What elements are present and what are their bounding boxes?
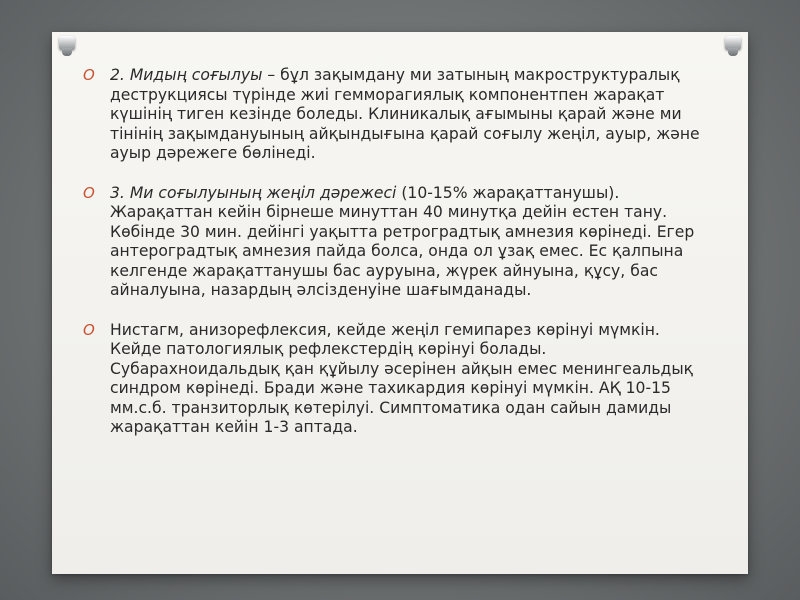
bullet-icon: O xyxy=(83,320,95,339)
pushpin-icon xyxy=(56,36,78,58)
paragraph-symptoms xyxy=(82,321,712,438)
paragraph-text: (10-15% жарақаттанушы). Жарақаттан кейін бірнеше минуттан 40 минутқа дейін естен тану. Көбінде 30 мин. дейінгі уақытта ретроградтық амнезия көрінеді. Егер антероградтық амнезия пайда болса, онда ол ұзақ емес. Ес қалпына келгенде жарақаттанушы бас ауруына, жүрек айнуына, құсу, бас айналуына, назардың әлсізденуіне шағымданады. xyxy=(110,183,695,299)
paragraph-text: Нистагм, анизорефлексия, кейде жеңіл гемипарез көрінуі мүмкін. Кейде патологиялық рефлекстердің көрінуі болады. Субарахноидальдық қан құйылу әсерінен айқын емес менингеальдық синдром көрінеді. Бради және тахикардия көрінуі мүмкін. АҚ 10-15 мм.с.б. транзиторлық көтерілуі. Симптоматика одан сайын дамиды жарақаттан кейін 1-3 аптада. xyxy=(110,320,694,436)
paragraph-mild-degree xyxy=(82,184,712,301)
paragraph-lead: 3. Ми соғылуының жеңіл дәрежесі xyxy=(110,183,397,202)
slide-content xyxy=(82,66,712,458)
paragraph-brain-contusion xyxy=(82,66,712,164)
paragraph-lead: 2. Мидың соғылуы xyxy=(110,66,263,84)
bullet-icon: O xyxy=(83,66,95,84)
bullet-icon: O xyxy=(83,183,95,202)
pushpin-icon xyxy=(722,36,744,58)
paragraph-text: – бұл зақымдану ми затының макроструктуралық деструкциясы түрінде жиі геммoрагиялық компонентпен жарақат күшінің тиген кезінде боледы. Клиникалық ағымыны қарай және ми тінінің зақымдануының айқындығына қарай соғылу жеңіл, ауыр, және ауыр дәрежеге бөлінеді. xyxy=(110,66,700,162)
